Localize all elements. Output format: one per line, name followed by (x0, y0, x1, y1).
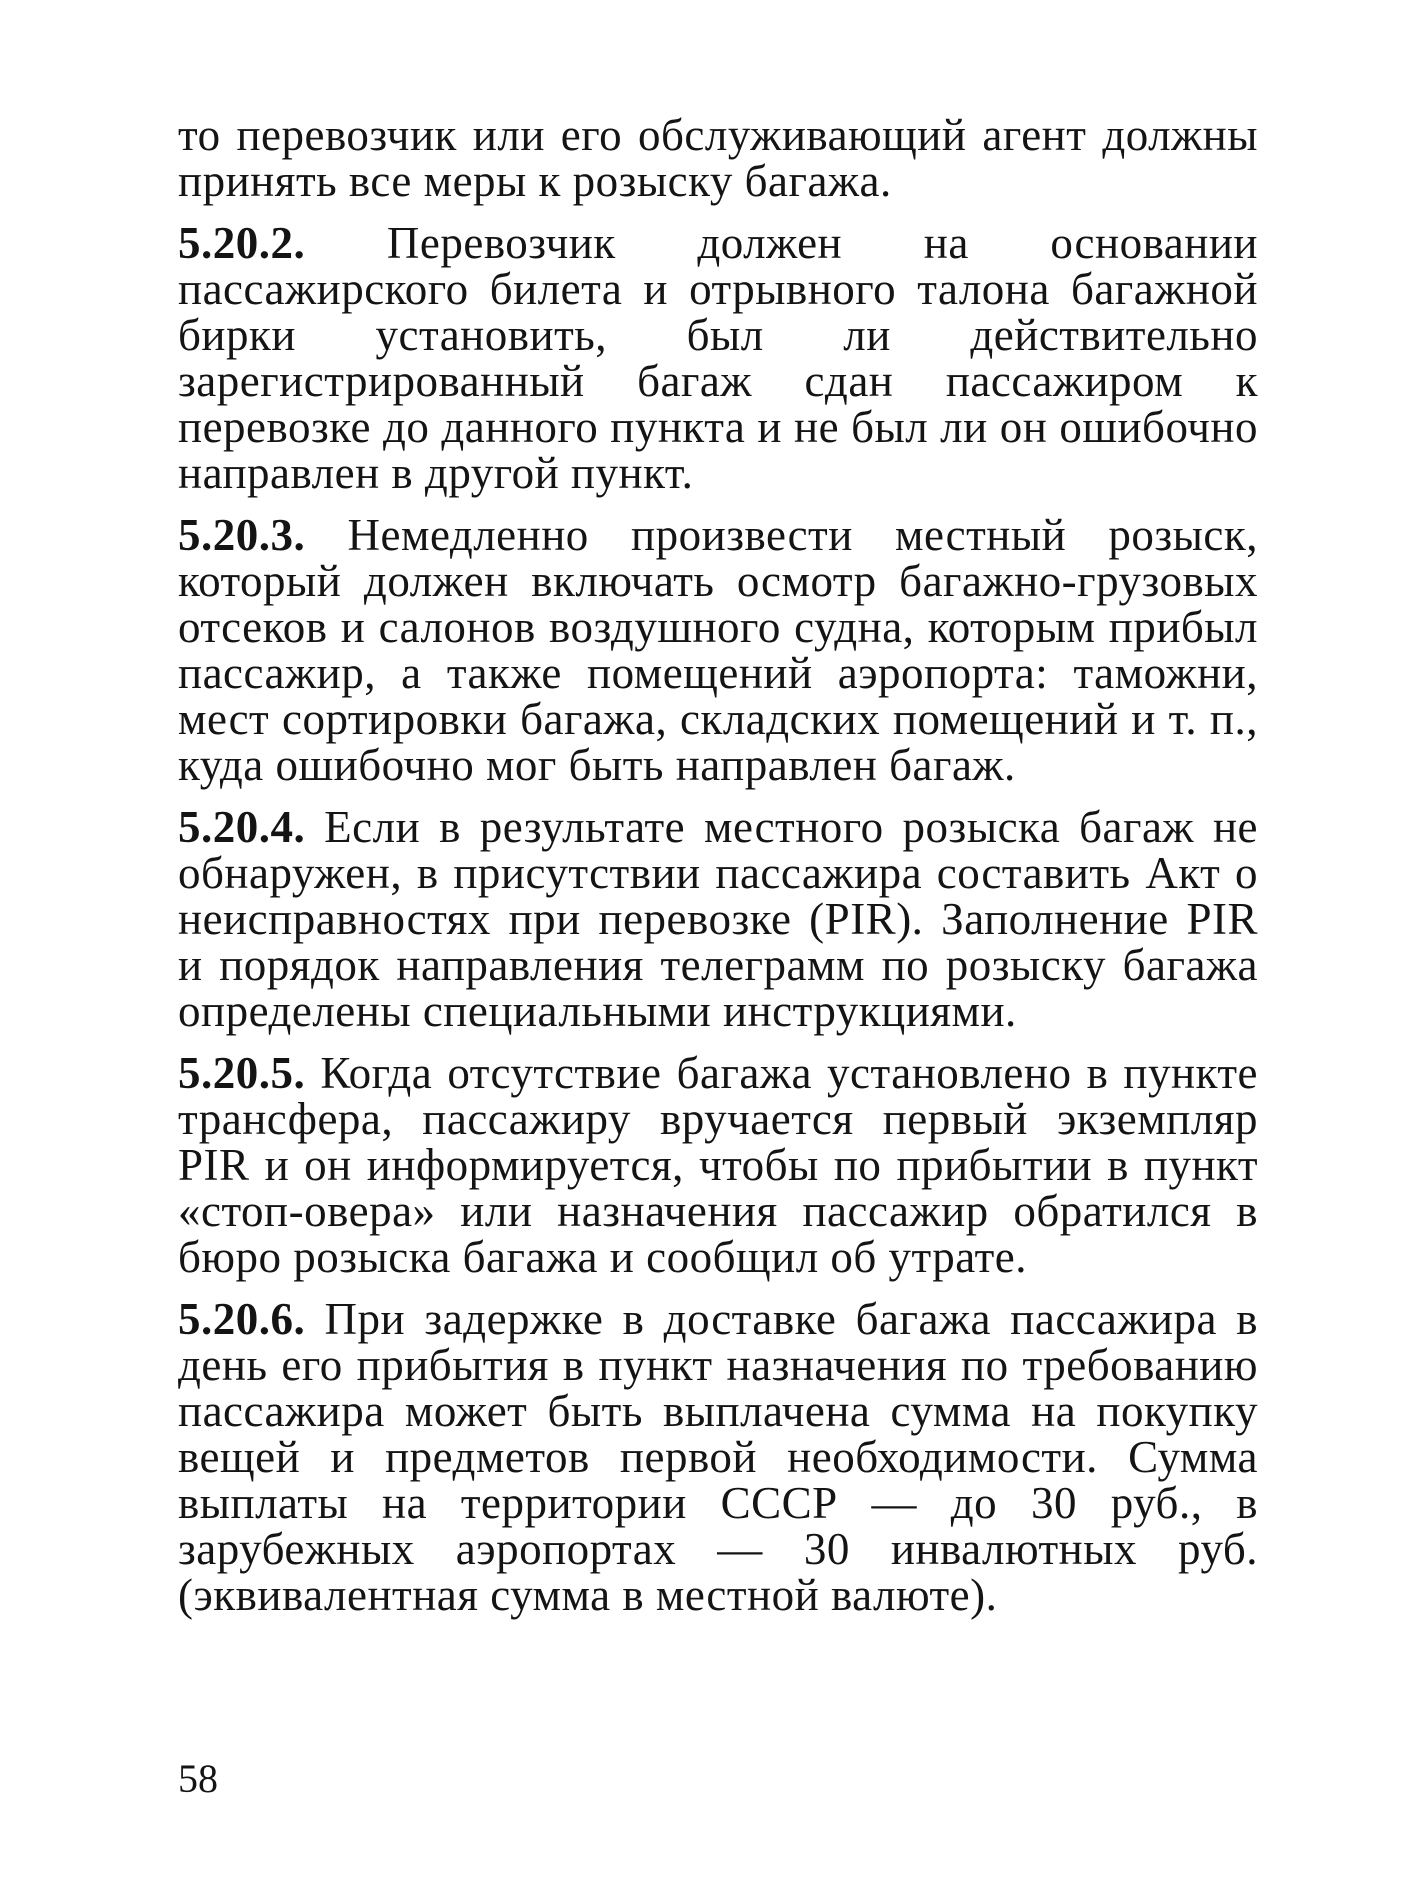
paragraph-continuation (178, 112, 1258, 204)
paragraph-text: Перевозчик должен на основании пассажирского билета и отрывного талона багажной бирки установить, был ли действительно зарегистрированный багаж сдан пассажиром к перевозке до данного пункта и не был ли он ошибочно направлен в другой пункт. (178, 218, 1258, 498)
paragraph-number: 5.20.3. (178, 510, 306, 560)
paragraph-text: Если в результате местного розыска багаж не обнаружен, в присутствии пассажира составить Акт о неисправностях при перевозке (PIR). Заполнение PIR и порядок направления телеграмм по розыску багажа определены специальными инструкциями. (178, 802, 1258, 1036)
paragraph-5-20-3 (178, 512, 1258, 788)
paragraph-text: При задержке в доставке багажа пассажира в день его прибытия в пункт назначения по требованию пассажира может быть выплачена сумма на покупку вещей и предметов первой необходимости. Сумма выплаты на территории СССР — до 30 руб., в зарубежных аэропортах — 30 инвалютных руб. (эквивалентная сумма в местной валюте). (178, 1294, 1258, 1620)
page-body (178, 112, 1258, 1634)
page-number: 58 (178, 1756, 218, 1801)
paragraph-number: 5.20.5. (178, 1048, 306, 1098)
paragraph-5-20-6 (178, 1296, 1258, 1618)
paragraph-number: 5.20.2. (178, 218, 306, 268)
paragraph-number: 5.20.6. (178, 1294, 306, 1344)
paragraph-text: то перевозчик или его обслуживающий агент должны принять все меры к розыску багажа. (178, 110, 1258, 206)
paragraph-text: Когда отсутствие багажа установлено в пункте трансфера, пассажиру вручается первый экземпляр PIR и он информируется, чтобы по прибытии в пункт «стоп-овера» или назначения пассажир обратился в бюро розыска багажа и сообщил об утрате. (178, 1048, 1258, 1282)
paragraph-number: 5.20.4. (178, 802, 306, 852)
paragraph-5-20-5 (178, 1050, 1258, 1280)
paragraph-5-20-4 (178, 804, 1258, 1034)
paragraph-5-20-2 (178, 220, 1258, 496)
paragraph-text: Немедленно произвести местный розыск, который должен включать осмотр багажно-грузовых отсеков и салонов воздушного судна, которым прибыл пассажир, а также помещений аэропорта: таможни, мест сортировки багажа, складских помещений и т. п., куда ошибочно мог быть направлен багаж. (178, 510, 1258, 790)
